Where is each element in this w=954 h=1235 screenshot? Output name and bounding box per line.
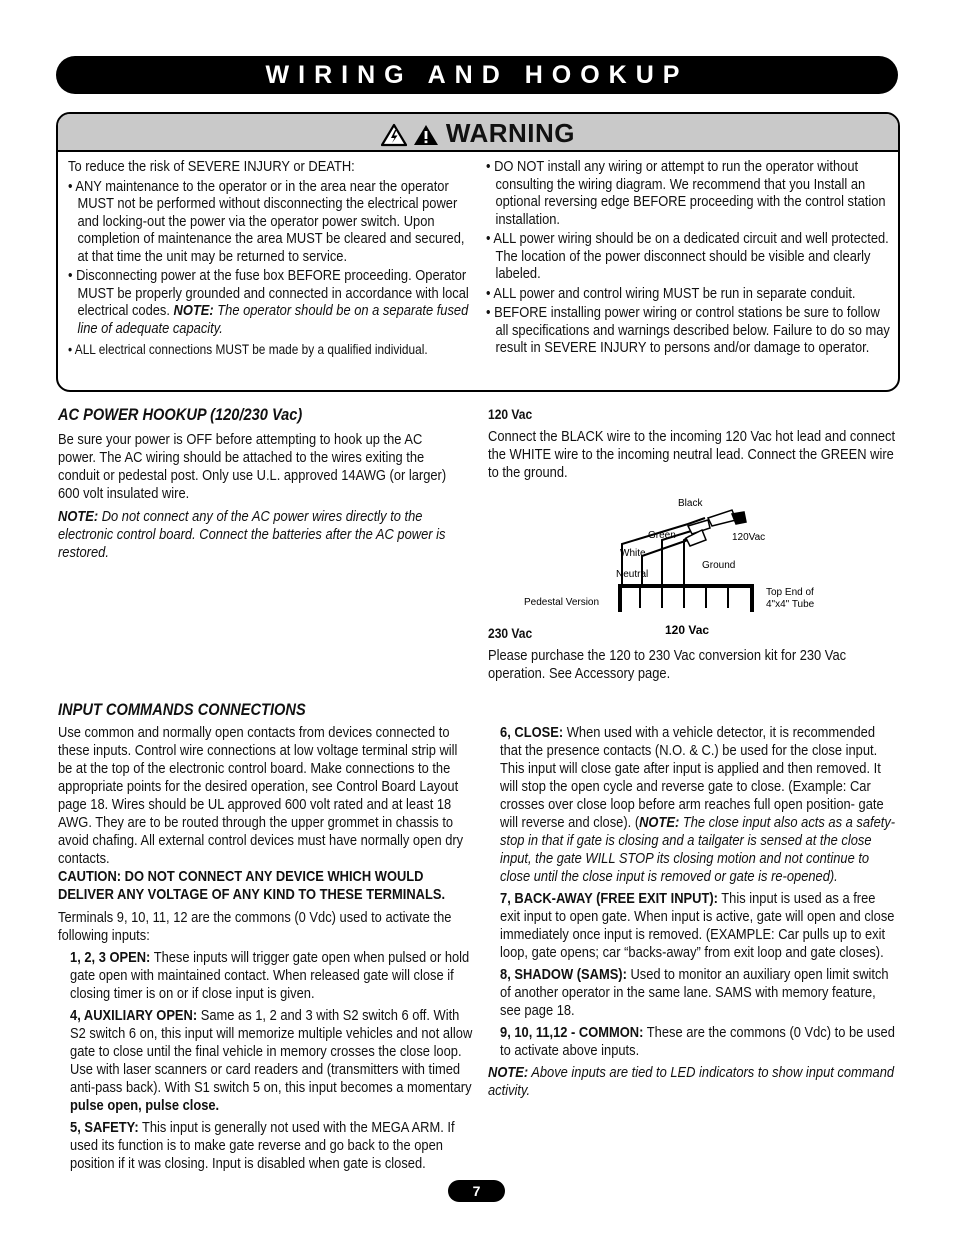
- ac-power-section: [58, 431, 462, 562]
- warning-triangle-icon: [413, 123, 439, 152]
- input-item: [488, 1024, 896, 1060]
- label-120vac: 120Vac: [732, 532, 766, 543]
- page-number: 7: [448, 1180, 505, 1202]
- label-pedestal-version: Pedestal Version: [524, 597, 600, 608]
- warning-bullet: • ALL power wiring should be on a dedicated circuit and well protected. The location of the power disconnect should be visible and clearly labeled.: [486, 230, 889, 282]
- warning-bullet: • DO NOT install any wiring or attempt to run the operator without consulting the wiring diagram. We recommend that you Install an optional reversing edge BEFORE proceeding with the control station installation.: [486, 158, 886, 228]
- note-label: NOTE:: [639, 814, 680, 831]
- input-text: When used with a vehicle detector, it is recommended that the presence contacts (N.O. & C.) be used for the close input. This input will close gate after input is applied and then removed. It will stop the open cycle and reverse gate to close. (Example: Car crosses over close loop before arm reaches full open position- gate will reverse and close). (: [500, 724, 884, 831]
- warning-intro: To reduce the risk of SEVERE INJURY or DEATH:: [68, 158, 355, 175]
- diagram-caption: 120 Vac: [665, 623, 710, 637]
- label-tube: 4"x4" Tube: [766, 599, 815, 610]
- ac-power-paragraph: Be sure your power is OFF before attempting to hook up the AC power. The AC wiring should be attached to the wires exiting the conduit or pedestal post. Only use U.L. approved 14AWG (or larger) 600 volt insulated wire.: [58, 431, 447, 502]
- electric-hazard-icon: [381, 123, 407, 152]
- input-note: [488, 1064, 896, 1100]
- input-text: Same as 1, 2 and 3 with S2 switch 6 off. With S2 switch 6 on, this input will memorize multiple vehicles and not allow gate to close until the final vehicle in memory crosses the close loop. Use with laser scanners or card readers and (transmitters with timed anti-pass back). With S1 switch 5 on, this input becomes a momentary: [70, 1007, 473, 1096]
- label-black: Black: [678, 498, 703, 509]
- warning-left-column: [68, 158, 472, 359]
- note-label: NOTE:: [488, 1064, 529, 1081]
- label-top-end: Top End of: [766, 587, 814, 598]
- input-item: [58, 949, 474, 1003]
- input-commands-heading: INPUT COMMANDS CONNECTIONS: [58, 700, 306, 719]
- input-label: 8, SHADOW (SAMS):: [500, 966, 627, 983]
- warning-title: WARNING: [445, 118, 576, 148]
- terminal-posts: [640, 588, 728, 608]
- caution-text: CAUTION: DO NOT CONNECT ANY DEVICE WHICH WOULD DELIVER ANY VOLTAGE OF ANY KIND TO THESE TERMINALS.: [58, 868, 446, 903]
- note-label: NOTE:: [173, 302, 214, 319]
- page-title-bar: [56, 56, 898, 94]
- page-title: WIRING AND HOOKUP: [265, 61, 689, 89]
- input-item: [488, 966, 896, 1020]
- warning-bullet: • ALL electrical connections MUST be made by a qualified individual.: [68, 342, 428, 357]
- note-text: The operator should be on a separate fused line of adequate capacity.: [77, 302, 469, 337]
- label-ground: Ground: [702, 560, 736, 571]
- input-right-column: [488, 724, 896, 1100]
- input-label: 6, CLOSE:: [500, 724, 564, 741]
- note-text: Above inputs are tied to LED indicators to show input command activity.: [488, 1064, 895, 1099]
- input-label: 9, 10, 11,12 - COMMON:: [500, 1024, 644, 1041]
- input-text: These inputs will trigger gate open when pulsed or hold gate open with maintained contact. When released gate will close if closing timer is on or if close input is given.: [70, 949, 470, 1002]
- ac-power-heading: AC POWER HOOKUP (120/230 Vac): [58, 405, 303, 424]
- warning-right-column: [486, 158, 890, 357]
- warning-box: [56, 112, 900, 392]
- input-item: [58, 1007, 474, 1115]
- terminals-paragraph: Terminals 9, 10, 11, 12 are the commons (0 Vdc) used to activate the following inputs:: [58, 909, 452, 944]
- input-paragraph: Use common and normally open contacts from devices connected to these inputs. Control wire connections at low voltage terminal strip will be at the top of the electronic control board. Make connections to the appropriate points for the desired operation, see Control Board Layout page 18. Wires should be UL approved 600 volt rated and at least 18 AWG. They are to be routed through the upper grommet in chassis to avoid chafing. All external control devices must have normally open dry contacts.: [58, 724, 464, 867]
- input-text: This input is generally not used with the MEGA ARM. If used its function is to make gate reverse and go back to the open position if it was closing. Input is disabled when gate is closed.: [70, 1119, 455, 1172]
- input-label: 1, 2, 3 OPEN:: [70, 949, 151, 966]
- warning-bullet-text: • Disconnecting power at the fuse box BEFORE proceeding. Operator MUST be properly grounded and connected in accordance with local electrical codes.: [68, 267, 469, 319]
- vac120-text: Connect the BLACK wire to the incoming 120 Vac hot lead and connect the WHITE wire to the incoming neutral lead. Connect the GREEN wire to the ground.: [488, 428, 896, 481]
- input-label: 7, BACK-AWAY (FREE EXIT INPUT):: [500, 890, 718, 907]
- input-item: [488, 890, 896, 962]
- label-white: White: [620, 548, 646, 559]
- ac-note: [58, 508, 462, 562]
- warning-header: [58, 114, 898, 152]
- input-bold-text: pulse open, pulse close.: [70, 1097, 220, 1114]
- input-text: This input is used as a free exit input to open gate. When input is active, gate will open and close immediately once input is removed. (EXAMPLE: Car pulls up to exit loop, gate opens; car “backs-away” from exit loop and gate closes).: [500, 890, 895, 961]
- warning-bullet: [68, 267, 472, 337]
- warning-bullet: • ANY maintenance to the operator or in the area near the operator MUST not be performed without disconnecting the electrical power and locking-out the power via the operator power switch. Upon completion of maintenance the area MUST be cleared and secured, at that time the unit may be returned to service.: [68, 177, 465, 265]
- pedestal-post-left: [618, 584, 622, 612]
- wiring-diagram: [510, 492, 830, 642]
- label-green: Green: [648, 530, 676, 541]
- note-label: NOTE:: [58, 508, 99, 525]
- input-label: 4, AUXILIARY OPEN:: [70, 1007, 198, 1024]
- vac120-section: [488, 405, 896, 482]
- input-text: These are the commons (0 Vdc) to be used to activate above inputs.: [500, 1024, 895, 1059]
- input-left-column: [58, 724, 474, 1173]
- input-item: [58, 1119, 474, 1173]
- pedestal-bar: [618, 584, 754, 588]
- input-item: [488, 724, 896, 886]
- note-text: The close input also acts as a safety-stop in that if gate is closing and a tailgater is sensed at the close input, the gate WILL STOP its closing motion and not continue to close until the close input is removed or gate is re-opened).: [500, 814, 896, 885]
- vac230-text: Please purchase the 120 to 230 Vac conversion kit for 230 Vac operation. See Accessory page.: [488, 647, 847, 682]
- vac120-heading: 120 Vac: [488, 406, 533, 422]
- input-text: Used to monitor an auxiliary open limit switch of another operator in the same lane. SAMS with memory feature, see page 18.: [500, 966, 889, 1019]
- note-text: Do not connect any of the AC power wires directly to the electronic control board. Connect the batteries after the AC power is restored.: [58, 508, 446, 561]
- vac230-heading: 230 Vac: [488, 625, 533, 641]
- vac230-section: [488, 624, 896, 683]
- input-label: 5, SAFETY:: [70, 1119, 139, 1136]
- pedestal-post-right: [750, 584, 754, 612]
- warning-bullet: • ALL power and control wiring MUST be run in separate conduit.: [486, 284, 856, 302]
- label-neutral: Neutral: [616, 569, 649, 580]
- warning-bullet: • BEFORE installing power wiring or control stations be sure to follow all specifications and warnings described below. Failure to do so may result in SEVERE INJURY to persons and/or damage to operator.: [486, 304, 890, 356]
